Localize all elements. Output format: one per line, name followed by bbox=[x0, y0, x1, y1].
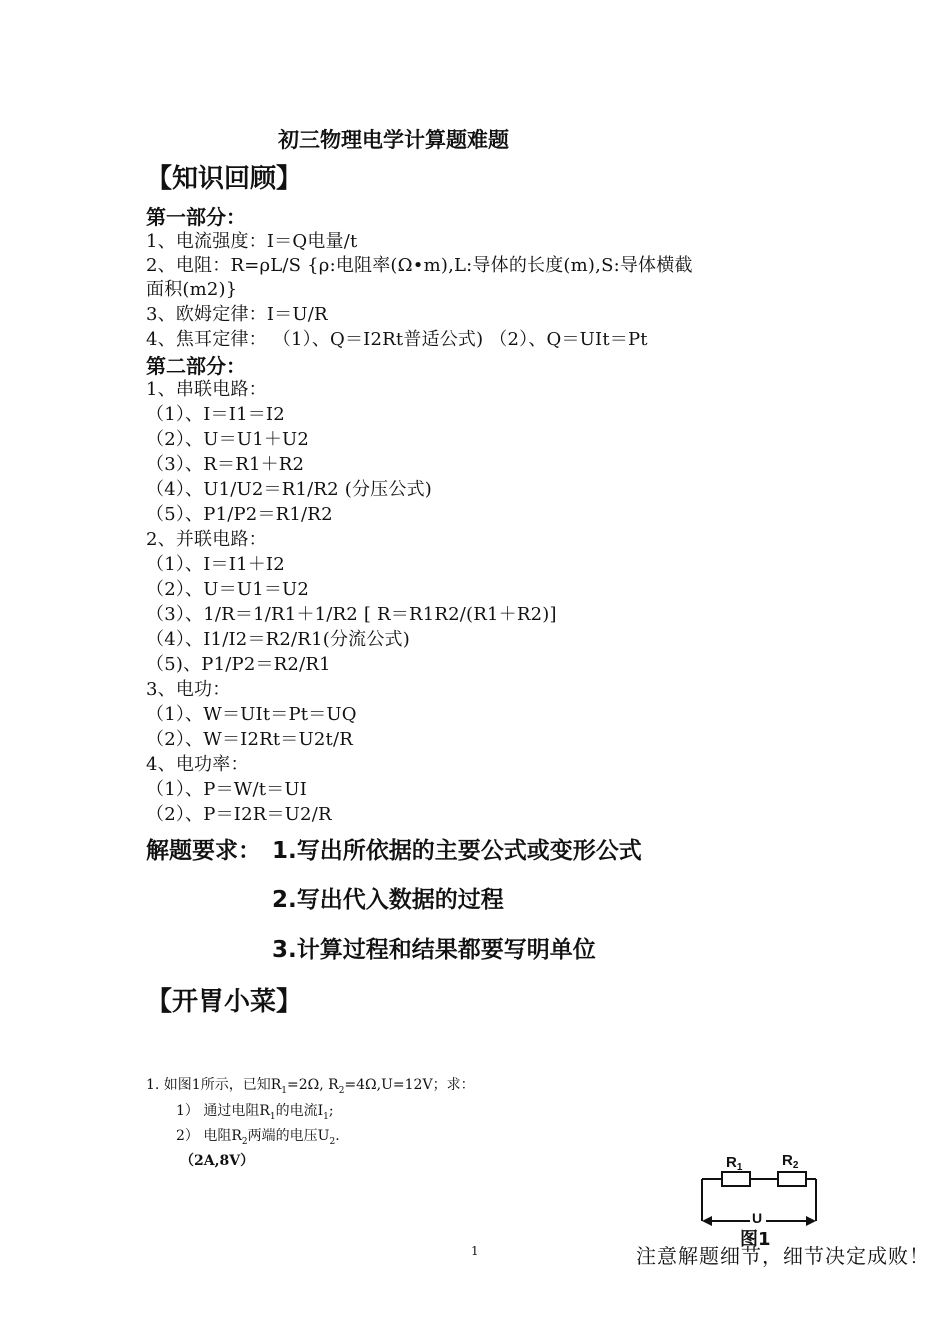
voltage-label: U bbox=[752, 1210, 763, 1226]
problem-stem: 1. 如图1所示，已知$R_1=2\Omega$, $R_2=4\Omega,U=12V$；求： bbox=[146, 1077, 475, 1096]
part2-line: （2）、W＝I2Rt＝U2t/R bbox=[146, 729, 353, 750]
part1-line: 面积(m2)} bbox=[146, 279, 238, 300]
figure-caption: 图1 bbox=[740, 1229, 771, 1250]
requirements-label: 解题要求： bbox=[146, 838, 261, 864]
part2-line: （1）、W＝UIt＝Pt＝UQ bbox=[146, 704, 357, 725]
problem-question: 2） 电阻$R_2$两端的电压$U_2$. bbox=[176, 1128, 340, 1147]
review-heading: 【知识回顾】 bbox=[146, 164, 303, 194]
document-title: 初三物理电学计算题难题 bbox=[278, 128, 509, 152]
part1-line: 4、焦耳定律： （1）、Q＝I2Rt普适公式) （2）、Q＝UIt＝Pt bbox=[146, 329, 648, 350]
starter-heading: 【开胃小菜】 bbox=[146, 987, 303, 1017]
problem-answer: （2A,8V） bbox=[180, 1153, 255, 1169]
problem-question: 1） 通过电阻$R_1$的电流$I_1$; bbox=[176, 1103, 334, 1122]
part2-line: 1、串联电路： bbox=[146, 379, 267, 400]
part2-line: （1）、I＝I1＝I2 bbox=[146, 404, 285, 425]
part2-line: （3）、1/R＝1/R1＋1/R2 [ R＝R1R2/(R1＋R2)] bbox=[146, 604, 557, 625]
part2-heading: 第二部分： bbox=[146, 354, 246, 378]
part2-line: （2）、P＝I2R＝U2/R bbox=[146, 804, 332, 825]
requirement-item: 1.写出所依据的主要公式或变形公式 bbox=[272, 838, 642, 864]
requirement-item: 3.计算过程和结果都要写明单位 bbox=[272, 937, 596, 963]
part2-line: 2、并联电路： bbox=[146, 529, 267, 550]
requirement-item: 2.写出代入数据的过程 bbox=[272, 887, 504, 913]
part1-line: 2、电阻：R=ρL/S {ρ:电阻率(Ω•m),L:导体的长度(m),S:导体横截 bbox=[146, 255, 693, 276]
circuit-figure bbox=[690, 1145, 830, 1250]
part2-line: （4）、U1/U2＝R1/R2 (分压公式) bbox=[146, 479, 433, 500]
part2-line: （2）、U＝U1＝U2 bbox=[146, 579, 310, 600]
r2-label: $R_2$ bbox=[782, 1152, 799, 1171]
part2-line: 4、电功率： bbox=[146, 754, 249, 775]
part2-line: （4）、I1/I2＝R2/R1(分流公式) bbox=[146, 629, 410, 650]
part2-line: （1）、I＝I1＋I2 bbox=[146, 554, 285, 575]
part2-line: （5)、P1/P2＝R2/R1 bbox=[146, 654, 331, 675]
part2-line: （1）、P＝W/t＝UI bbox=[146, 779, 308, 800]
part1-line: 3、欧姆定律：I＝U/R bbox=[146, 304, 328, 325]
part1-line: 1、电流强度：I＝Q电量/t bbox=[146, 231, 358, 252]
part1-heading: 第一部分： bbox=[146, 205, 246, 229]
part2-line: 3、电功： bbox=[146, 679, 231, 700]
page-number: 1 bbox=[471, 1244, 479, 1258]
part2-line: （5）、P1/P2＝R1/R2 bbox=[146, 504, 333, 525]
part2-line: （2）、U＝U1＋U2 bbox=[146, 429, 310, 450]
r1-label: $R_1$ bbox=[726, 1154, 743, 1173]
part2-line: （3）、R＝R1＋R2 bbox=[146, 454, 305, 475]
footer-motto: 注意解题细节，细节决定成败！ bbox=[636, 1244, 930, 1268]
